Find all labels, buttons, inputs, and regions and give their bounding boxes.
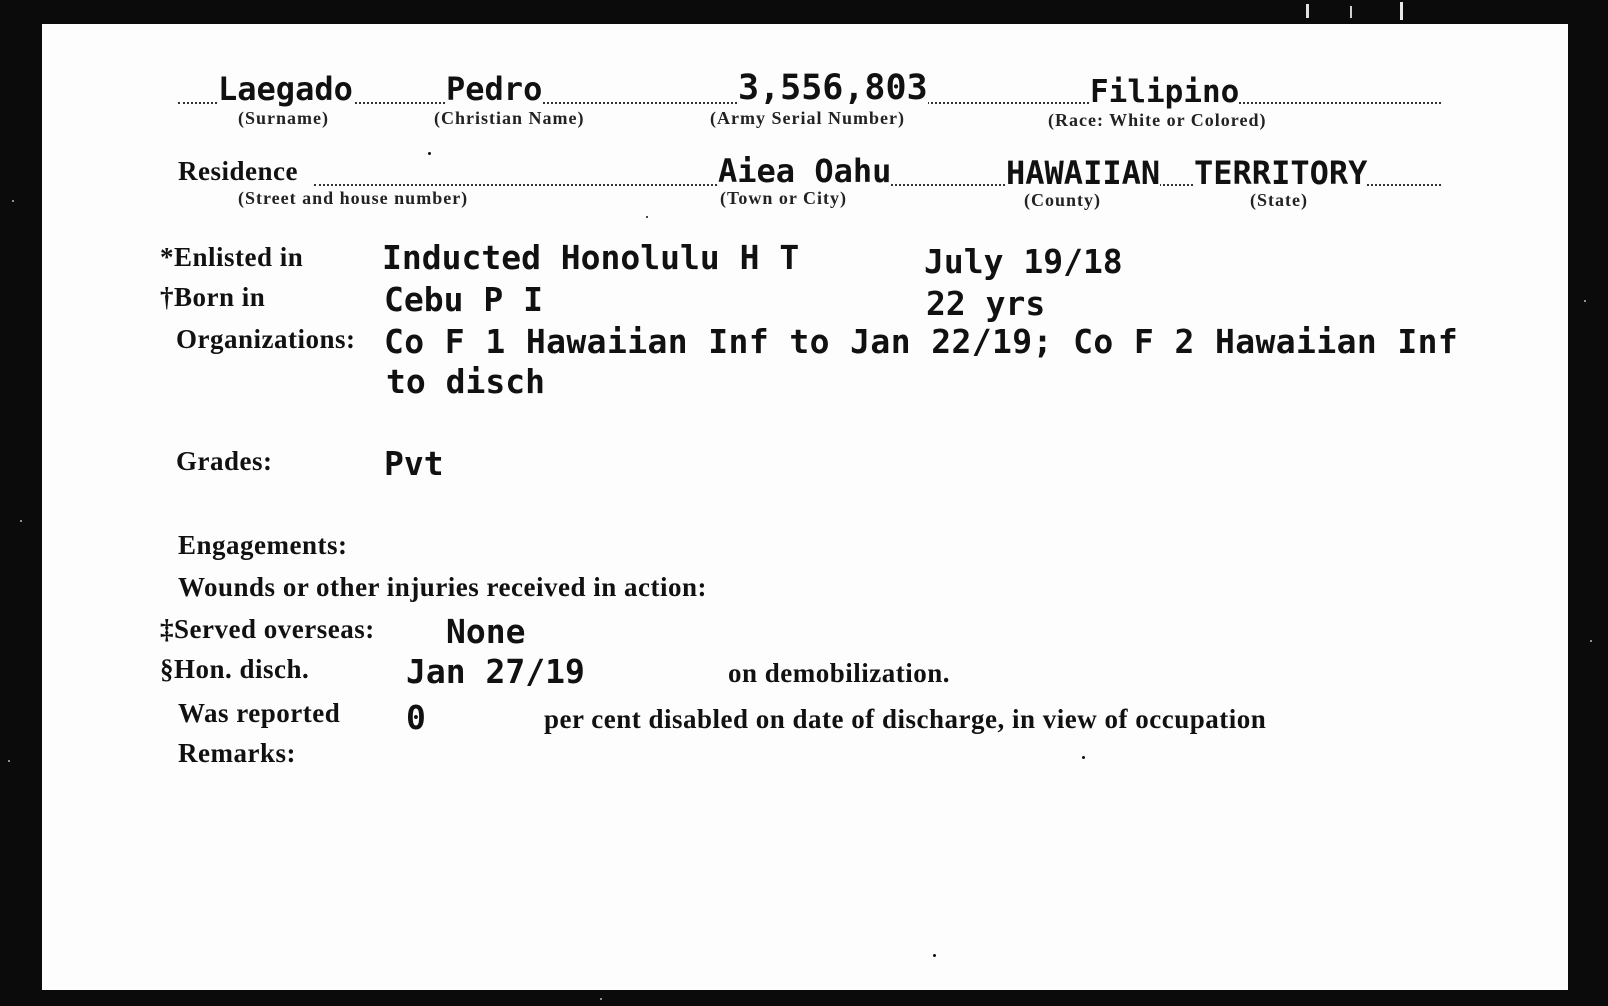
born-age: 22 yrs [926,284,1046,323]
scan-speck [8,760,10,762]
discharge-suffix: on demobilization. [728,658,951,688]
scan-speck [12,200,14,202]
scan-speck [1584,300,1586,302]
town-caption: (Town or City) [720,188,848,208]
surname-value: Laegado [218,70,353,108]
served-overseas-label: ‡Served overseas: [160,614,375,644]
scan-speck [600,998,602,1000]
scan-speck [1306,4,1309,18]
town-value: Aiea Oahu [718,152,892,190]
enlisted-value: Inducted Honolulu H T [382,238,800,277]
scan-speck [1350,6,1352,18]
discharge-label: §Hon. disch. [160,654,310,684]
organizations-line-2: to disch [386,362,545,401]
scan-speck [20,520,22,522]
scan-speck [1400,2,1403,20]
remarks-label: Remarks: [178,738,296,768]
enlisted-date: July 19/18 [924,242,1123,281]
scan-speck [428,152,431,155]
grades-value: Pvt [384,444,444,483]
serial-number-value: 3,556,803 [738,68,928,108]
state-caption: (State) [1250,190,1308,210]
organizations-label: Organizations: [176,324,356,354]
christian-name-caption: (Christian Name) [434,108,585,128]
county-value: HAWAIIAN [1006,154,1161,192]
grades-label: Grades: [176,446,273,476]
born-value: Cebu P I [384,280,543,319]
county-caption: (County) [1024,190,1102,210]
engagements-label: Engagements: [178,530,348,560]
scan-speck [933,954,936,957]
discharge-value: Jan 27/19 [406,652,585,691]
reported-label: Was reported [178,698,341,728]
state-value: TERRITORY [1194,154,1368,192]
organizations-line-1: Co F 1 Hawaiian Inf to Jan 22/19; Co F 2 Hawaiian Inf [384,322,1459,361]
born-label: †Born in [160,282,266,312]
street-caption: (Street and house number) [238,188,469,208]
wounds-label: Wounds or other injuries received in action: [178,572,708,602]
race-caption: (Race: White or Colored) [1048,110,1267,130]
residence-label: Residence [178,156,298,186]
surname-caption: (Surname) [238,108,329,128]
reported-suffix: per cent disabled on date of discharge, in view of occupation [544,704,1267,734]
service-record-card [42,24,1568,990]
scan-speck [1082,756,1085,759]
serial-number-caption: (Army Serial Number) [710,108,905,128]
served-overseas-value: None [446,612,526,651]
reported-value: 0 [406,698,426,737]
scan-speck [1590,640,1592,642]
race-value: Filipino [1090,74,1240,110]
christian-name-value: Pedro [446,70,543,108]
scan-speck [646,216,648,218]
enlisted-label: *Enlisted in [160,242,304,272]
